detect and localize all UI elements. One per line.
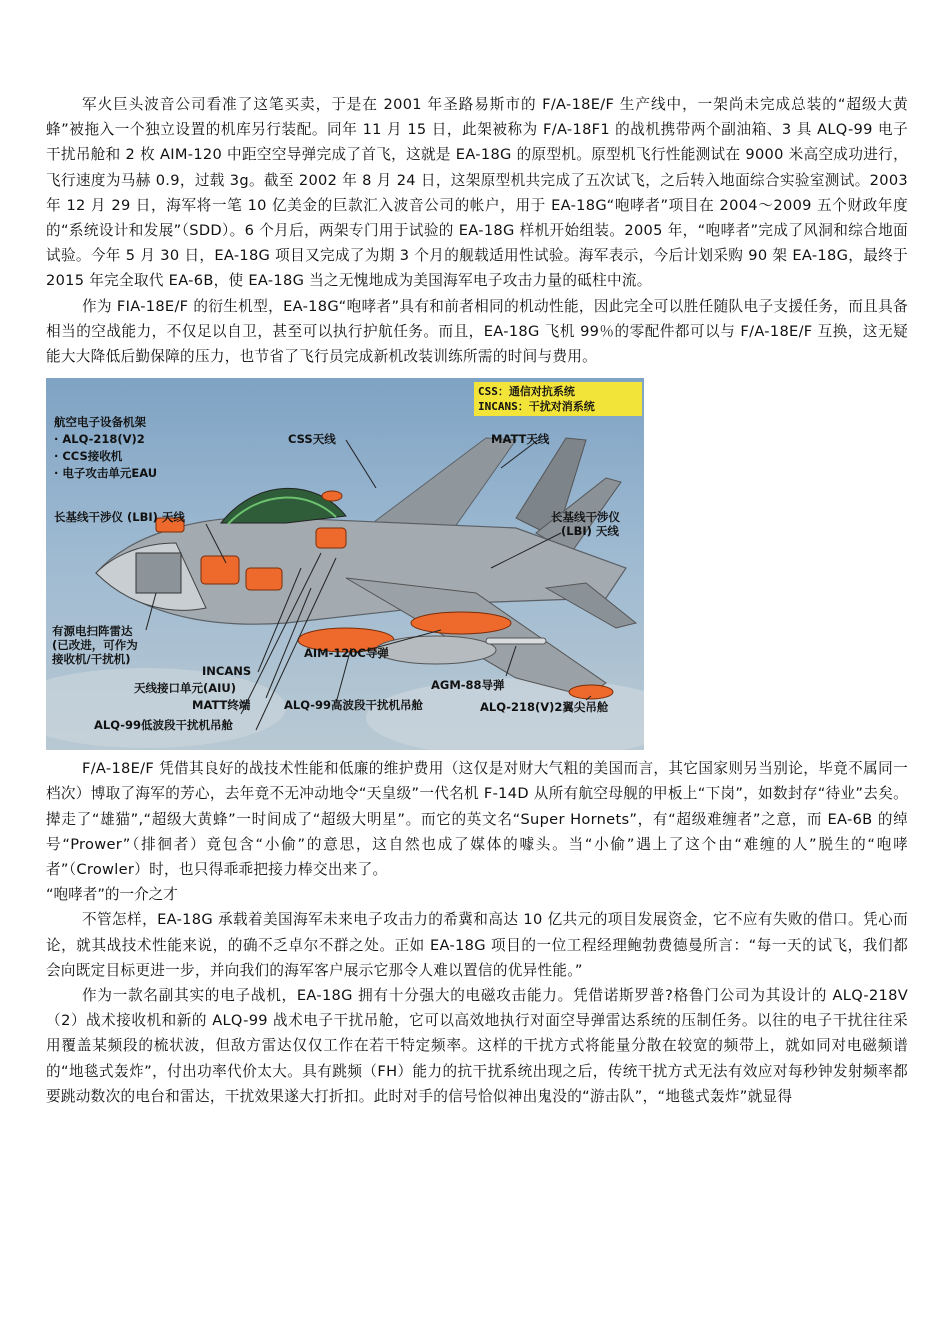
label-radar-3: 接收机/干扰机): [52, 652, 131, 667]
paragraph-4: 不管怎样，EA-18G 承载着美国海军未来电子攻击力的希冀和高达 10 亿共元的项目发展资金，它不应有失败的借口。凭心而论，就其战技术性能来说，的确不乏卓尔不群之处。正如 EA-18G 项目的一位工程经理鲍勃费德曼所言：“每一天的试飞，我们都会向既定目标更进一步，并向我们的海军客户展示它那令人难以置信的优异性能。”: [46, 911, 908, 979]
label-radar-2: (已改进，可作为: [52, 638, 138, 653]
legend-css: CSS：通信对抗系统: [478, 385, 575, 399]
paragraph-2: 作为 FIA-18E/F 的衍生机型，EA-18G“咆哮者”具有和前者相同的机动性能，因此完全可以胜任随队电子支援任务，而且具备相当的空战能力，不仅足以自卫，甚至可以执行护航任务。而且，EA-18G 飞机 99％的零配件都可以与 F/A-18E/F 互换，这无疑能大大降低后勤保障的压力，也节省了飞行员完成新机改装训练所需的时间与费用。: [46, 297, 908, 366]
rack-item: · 电子攻击单元EAU: [54, 466, 158, 481]
label-aiu: 天线接口单元(AIU): [134, 681, 237, 696]
label-alq99-high: ALQ-99高波段干扰机吊舱: [284, 698, 423, 713]
label-lbi-right-1: 长基线干涉仪: [551, 510, 620, 525]
figure-legend: [474, 382, 642, 416]
rack-item: · CCS接收机: [54, 449, 123, 464]
label-alq99-low: ALQ-99低波段干扰机吊舱: [94, 718, 233, 733]
paragraph-5: 作为一款名副其实的电子战机，EA-18G 拥有十分强大的电磁攻击能力。凭借诺斯罗普?格鲁门公司为其设计的 ALQ-218V（2）战术接收机和新的 ALQ-99 战术电子干扰吊舱，它可以高效地执行对面空导弹雷达系统的压制任务。以往的电子干扰往往采用覆盖某频段的梳状波，但敌方雷达仅仅工作在若干特定频率。这样的干扰方式将能量分散在较宽的频带上，就如同对电磁频谱的“地毯式轰炸”，付出功率代价太大。具有跳频（FH）能力的抗干扰系统出现之后，传统干扰方式无法有效应对每秒钟发射频率都要跳动数次的电台和雷达，干扰效果遂大打折扣。此时对手的信号恰似神出鬼没的“游击队”，“地毯式轰炸”就显得: [46, 987, 908, 1105]
rack-title: 航空电子设备机架: [54, 415, 146, 430]
label-radar-1: 有源电扫阵雷达: [52, 624, 133, 639]
label-matt-terminal: MATT终端: [192, 698, 251, 713]
section-heading: “咆哮者”的一介之才: [46, 886, 178, 904]
label-incans: INCANS: [202, 664, 252, 679]
document-page: [46, 92, 908, 1109]
rack-item: · ALQ-218(V)2: [54, 432, 145, 447]
label-aim120c: AIM-120C导弹: [304, 646, 389, 661]
avionics-rack-label: [54, 414, 157, 482]
ea18g-diagram: [46, 378, 644, 750]
label-lbi-left: 长基线干涉仪 (LBI) 天线: [54, 510, 185, 525]
paragraph-1: 军火巨头波音公司看准了这笔买卖，于是在 2001 年圣路易斯市的 F/A-18E/F 生产线中，一架尚未完成总装的“超级大黄蜂”被拖入一个独立设置的机库另行装配。同年 11 月 15 日，此架被称为 F/A-18F1 的战机携带两个副油箱、3 具 ALQ-99 电子干扰吊舱和 2 枚 AIM-120 中距空空导弹完成了首飞，这就是 EA-18G 的原型机。原型机飞行性能测试在 9000 米高空成功进行，飞行速度为马赫 0.9，过载 3g。截至 2002 年 8 月 24 日，这架原型机共完成了五次试飞，之后转入地面综合实验室测试。2003 年 12 月 29 日，海军将一笔 10 亿美金的巨款汇入波音公司的帐户，用于 EA-18G“咆哮者”项目在 2004～2009 五个财政年度的“系统设计和发展”（SDD）。6 个月后，两架专门用于试验的 EA-18G 样机开始组装。2005 年，“咆哮者”完成了风洞和综合地面试验。今年 5 月 30 日，EA-18G 项目又完成了为期 3 个月的舰载适用性试验。海军表示，今后计划采购 90 架 EA-18G，最终于 2015 年完全取代 EA-6B，使 EA-18G 当之无愧地成为美国海军电子攻击力量的砥柱中流。: [46, 96, 908, 290]
legend-incans: INCANS：干扰对消系统: [478, 400, 595, 414]
label-css-antenna: CSS天线: [288, 432, 336, 447]
label-lbi-right-2: (LBI) 天线: [561, 524, 619, 539]
label-matt-antenna: MATT天线: [491, 432, 550, 447]
label-agm88: AGM-88导弹: [431, 678, 505, 693]
paragraph-3: F/A-18E/F 凭借其良好的战技术性能和低廉的维护费用（这仅是对财大气粗的美国而言，其它国家则另当别论，毕竟不属同一档次）博取了海军的芳心，去年竟不无冲动地令“天皇级”一代名机 F-14D 从所有航空母舰的甲板上“下岗”，如数封存“待业”去矣。撵走了“雄猫”,“超级大黄蜂”一时间成了“超级大明星”。而它的英文名“Super Hornets”，有“超级难缠者”之意，而 EA-6B 的绰号“Prower”（排徊者）竟包含“小偷”的意思，这自然也成了媒体的噱头。当“小偷”遇上了这个由“难缠的人”脱生的“咆哮者”（Crowler）时，也只得乖乖把接力棒交出来了。: [46, 760, 908, 879]
label-alq218-tip: ALQ-218(V)2翼尖吊舱: [480, 700, 609, 715]
